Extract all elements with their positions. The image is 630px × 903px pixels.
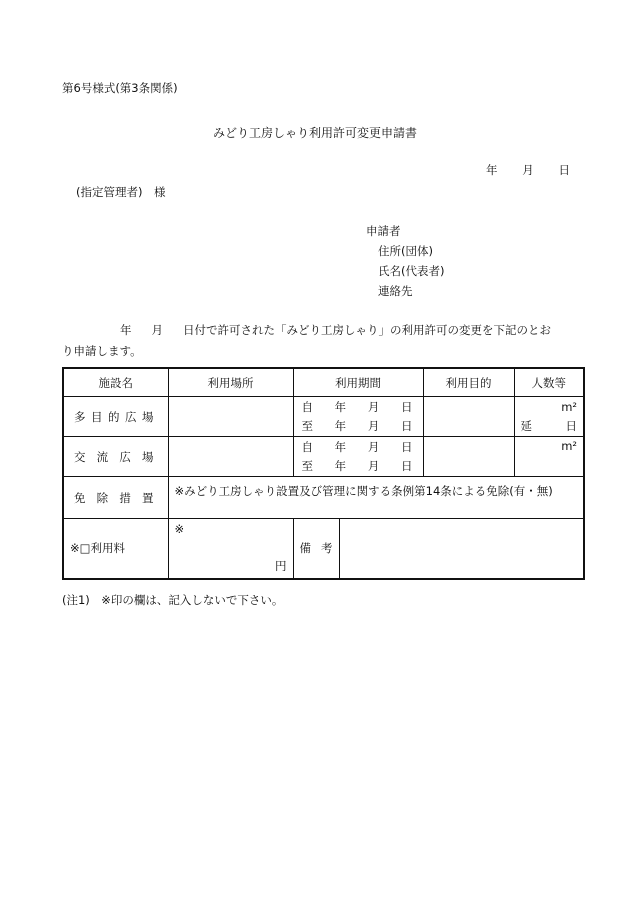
period-year: 年 bbox=[334, 419, 347, 433]
exemption-char: 除 bbox=[96, 490, 109, 505]
remarks-cell[interactable] bbox=[339, 519, 584, 579]
form-number: 第6号様式(第3条関係) bbox=[62, 81, 178, 95]
date-line bbox=[486, 162, 570, 178]
date-month: 月 bbox=[522, 163, 534, 177]
facility-char: 場 bbox=[142, 409, 154, 424]
facility-char: 広 bbox=[125, 409, 137, 424]
yen-unit: 円 bbox=[275, 559, 287, 573]
period-from-mark: 自 bbox=[301, 440, 313, 454]
facility-char: 場 bbox=[141, 449, 154, 464]
exemption-row bbox=[63, 477, 584, 519]
facility-char: 交 bbox=[74, 449, 86, 464]
facility-char: 流 bbox=[96, 449, 109, 464]
remarks-char: 考 bbox=[321, 541, 333, 556]
table-row bbox=[63, 437, 584, 477]
location-cell[interactable] bbox=[168, 437, 293, 477]
addressee: (指定管理者) 様 bbox=[76, 185, 166, 199]
period-month: 月 bbox=[367, 419, 380, 433]
area-unit: m² bbox=[561, 439, 577, 453]
exemption-label-cell bbox=[63, 477, 168, 519]
period-day: 日 bbox=[400, 459, 413, 473]
period-cell[interactable] bbox=[293, 437, 423, 477]
exemption-char: 免 bbox=[74, 490, 86, 505]
period-month: 月 bbox=[367, 400, 380, 414]
exemption-char: 措 bbox=[119, 490, 131, 505]
fee-label: ※□利用料 bbox=[70, 541, 126, 556]
exemption-text-cell[interactable] bbox=[168, 477, 584, 519]
period-to-mark: 至 bbox=[301, 419, 313, 433]
facility-name-cell bbox=[63, 397, 168, 437]
count-cell[interactable] bbox=[514, 397, 584, 437]
table-header-row bbox=[63, 368, 584, 397]
header-period: 利用期間 bbox=[293, 368, 423, 397]
applicant-contact: 連絡先 bbox=[378, 284, 413, 298]
body-month: 月 bbox=[151, 323, 163, 337]
exemption-char: 置 bbox=[141, 490, 154, 505]
header-purpose: 利用目的 bbox=[423, 368, 514, 397]
facility-char: 多 bbox=[74, 409, 86, 424]
area-unit: m² bbox=[561, 399, 577, 414]
period-to-mark: 至 bbox=[301, 459, 313, 473]
facility-name-cell bbox=[63, 437, 168, 477]
table-row bbox=[63, 397, 584, 437]
fee-amount-cell[interactable] bbox=[168, 519, 293, 579]
exemption-text: ※みどり工房しゃり設置及び管理に関する条例第14条による免除(有・無) bbox=[174, 484, 553, 498]
facility-char: 広 bbox=[119, 449, 131, 464]
date-day: 日 bbox=[558, 163, 570, 177]
period-day: 日 bbox=[400, 419, 413, 433]
fee-mark: ※ bbox=[174, 522, 185, 536]
applicant-address: 住所(団体) bbox=[378, 244, 433, 258]
period-day: 日 bbox=[400, 400, 413, 414]
period-year: 年 bbox=[334, 440, 347, 454]
facility-char: 的 bbox=[108, 409, 120, 424]
remarks-label-cell bbox=[293, 519, 339, 579]
facility-char: 目 bbox=[91, 409, 103, 424]
body-text: 日付で許可された「みどり工房しゃり」の利用許可の変更を下記のとお bbox=[183, 323, 551, 337]
application-table bbox=[62, 367, 585, 580]
footnote: (注1) ※印の欄は、記入しないで下さい。 bbox=[62, 593, 284, 607]
period-month: 月 bbox=[367, 440, 380, 454]
period-year: 年 bbox=[334, 459, 347, 473]
period-cell[interactable] bbox=[293, 397, 423, 437]
applicant-name: 氏名(代表者) bbox=[378, 264, 445, 278]
remarks-char: 備 bbox=[299, 541, 311, 556]
fee-label-cell bbox=[63, 519, 168, 579]
body-line-1 bbox=[120, 322, 551, 338]
count-cell[interactable] bbox=[514, 437, 584, 477]
total-mark: 延 bbox=[520, 419, 532, 433]
applicant-heading: 申請者 bbox=[366, 224, 401, 238]
fee-row bbox=[63, 519, 584, 579]
document-title: みどり工房しゃり利用許可変更申請書 bbox=[212, 126, 417, 140]
header-location: 利用場所 bbox=[168, 368, 293, 397]
header-count: 人数等 bbox=[514, 368, 584, 397]
date-year: 年 bbox=[486, 163, 498, 177]
body-year: 年 bbox=[120, 323, 132, 337]
period-from-mark: 自 bbox=[301, 400, 313, 414]
period-day: 日 bbox=[400, 440, 413, 454]
days-unit: 日 bbox=[565, 419, 577, 433]
period-month: 月 bbox=[367, 459, 380, 473]
header-facility: 施設名 bbox=[63, 368, 168, 397]
purpose-cell[interactable] bbox=[423, 397, 514, 437]
location-cell[interactable] bbox=[168, 397, 293, 437]
purpose-cell[interactable] bbox=[423, 437, 514, 477]
period-year: 年 bbox=[334, 400, 347, 414]
body-line-2: り申請します。 bbox=[62, 344, 142, 358]
